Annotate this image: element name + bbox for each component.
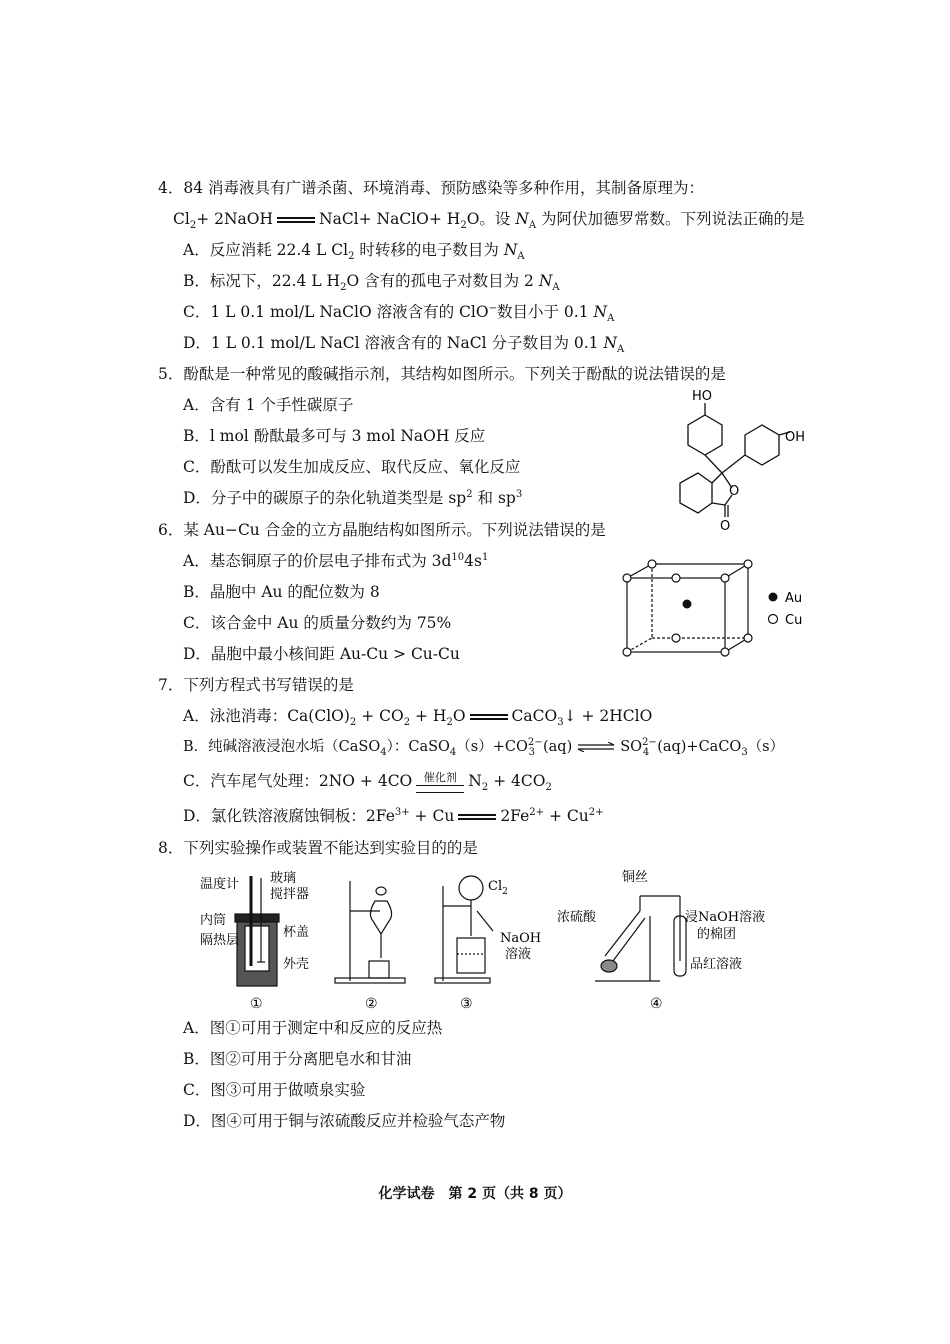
q4-equation: $Cl_2+$ 2NaOH NaCl+ NaClO+ $H_2O$。设 $N_A$ 为阿伏加德罗常数。下列说法正确的是	[173, 210, 805, 232]
fig4-acid-label: 浓硫酸	[557, 910, 597, 925]
q6-stem: 6．某 Au−Cu 合金的立方晶胞结构如图所示。下列说法错误的是	[158, 521, 606, 539]
q5-stem: 5．酚酞是一种常见的酸碱指示剂，其结构如图所示。下列关于酚酞的说法错误的是	[158, 365, 726, 383]
fig1-stirrer-label-1: 玻璃	[270, 871, 297, 886]
q4-option-a: A．反应消耗 22.4 L $Cl_2$ 时转移的电子数目为 $N_A$	[183, 241, 525, 263]
q8-option-c: C．图③可用于做喷泉实验	[183, 1081, 366, 1099]
q6-option-c: C．该合金中 Au 的质量分数约为 75%	[183, 614, 452, 632]
q5-option-d: D．分子中的碳原子的杂化轨道类型是 $sp^2$ 和 $sp^3$	[183, 488, 523, 507]
fig-oh-label: OH	[785, 430, 806, 445]
fig-ring-o-label: O	[729, 484, 740, 499]
q4-option-c: C．1 L 0.1 mol/L NaClO 溶液含有的 ClO−数目小于 0.1 $N_A$	[183, 302, 615, 325]
fig1-stirrer-label-2: 搅拌器	[270, 887, 310, 902]
catalyst-arrow: 催化剂	[416, 772, 464, 793]
q7-stem: 7．下列方程式书写错误的是	[158, 676, 354, 694]
q5-option-a: A．含有 1 个手性碳原子	[183, 396, 354, 414]
legend-au: Au	[785, 591, 803, 606]
fig3-naoh-label-1: NaOH	[500, 931, 542, 946]
q6-option-a: A．基态铜原子的价层电子排布式为 $3d^{10}4s^1$	[183, 551, 489, 570]
fig4-dye-label: 品红溶液	[690, 957, 743, 972]
fig3-naoh-label-2: 溶液	[505, 947, 532, 962]
phenolphthalein-structure	[650, 385, 810, 535]
q8-option-b: B．图②可用于分离肥皂水和甘油	[183, 1050, 412, 1068]
fig-ho-label: HO	[692, 389, 713, 404]
legend-cu: Cu	[785, 613, 803, 628]
fig4-copper-label: 铜丝	[622, 870, 649, 885]
q8-stem: 8．下列实验操作或装置不能达到实验目的的是	[158, 839, 478, 857]
fig-carbonyl-o-label: O	[720, 519, 731, 534]
q4-option-b: B．标况下，22.4 L $H_2O$ 含有的孤电子对数目为 2 $N_A$	[183, 272, 560, 294]
q5-option-c: C．酚酞可以发生加成反应、取代反应、氧化反应	[183, 458, 521, 476]
q5-option-b: B．l mol 酚酞最多可与 3 mol NaOH 反应	[183, 427, 486, 445]
fig1-lid-label: 杯盖	[283, 925, 310, 940]
q4-option-d: D．1 L 0.1 mol/L NaCl 溶液含有的 NaCl 分子数目为 0.1 $N_A$	[183, 334, 625, 356]
q8-option-a: A．图①可用于测定中和反应的反应热	[183, 1019, 443, 1037]
reversible-arrow	[576, 742, 616, 752]
fig1-inner-label: 内筒	[200, 913, 227, 928]
fig1-insulation-label: 隔热层	[200, 933, 240, 948]
equals-sign	[277, 216, 315, 224]
q6-option-d: D．晶胞中最小核间距 Au-Cu > Cu-Cu	[183, 645, 460, 663]
experiment-figures	[195, 866, 795, 1016]
q7-option-d: D．氯化铁溶液腐蚀铜板：$2Fe^{3+} + Cu$ $2Fe^{2+} + Cu^{2+}$	[183, 806, 604, 825]
q7-option-a: A．泳池消毒：$Ca(ClO)_2 + CO_2 + H_2O$ CaCO$_3$↓ + 2HClO	[183, 707, 653, 729]
fig1-thermometer-label: 温度计	[200, 877, 240, 892]
page-footer: 化学试卷 第 2 页（共 8 页）	[378, 1186, 572, 1202]
fig1-shell-label: 外壳	[283, 957, 310, 972]
fig2-number: ②	[365, 996, 378, 1012]
fig4-cotton-label-2: 的棉团	[697, 927, 737, 942]
q4-stem: 4．84 消毒液具有广谱杀菌、环境消毒、预防感染等多种作用，其制备原理为：	[158, 179, 705, 197]
q7-option-b: B．纯碱溶液浸泡水垢（CaSO$_4$）：$CaSO_4(s)+CO^{2-}_3$ (aq) $SO^{2-}_4$ (aq)+CaCO$_3$（s）	[183, 737, 785, 758]
q7-option-c: C．汽车尾气处理：2NO + 4CO 催化剂 $N_2 + 4CO_2$	[183, 770, 552, 794]
fig3-cl-label: $Cl_2$	[488, 879, 508, 897]
q8-option-d: D．图④可用于铜与浓硫酸反应并检验气态产物	[183, 1112, 506, 1130]
fig3-number: ③	[460, 996, 473, 1012]
fig4-number: ④	[650, 996, 663, 1012]
fig4-cotton-label-1: 浸NaOH溶液	[685, 910, 766, 925]
crystal-cell-diagram	[615, 558, 815, 663]
q6-option-b: B．晶胞中 Au 的配位数为 8	[183, 583, 380, 601]
fig1-number: ①	[250, 996, 263, 1012]
